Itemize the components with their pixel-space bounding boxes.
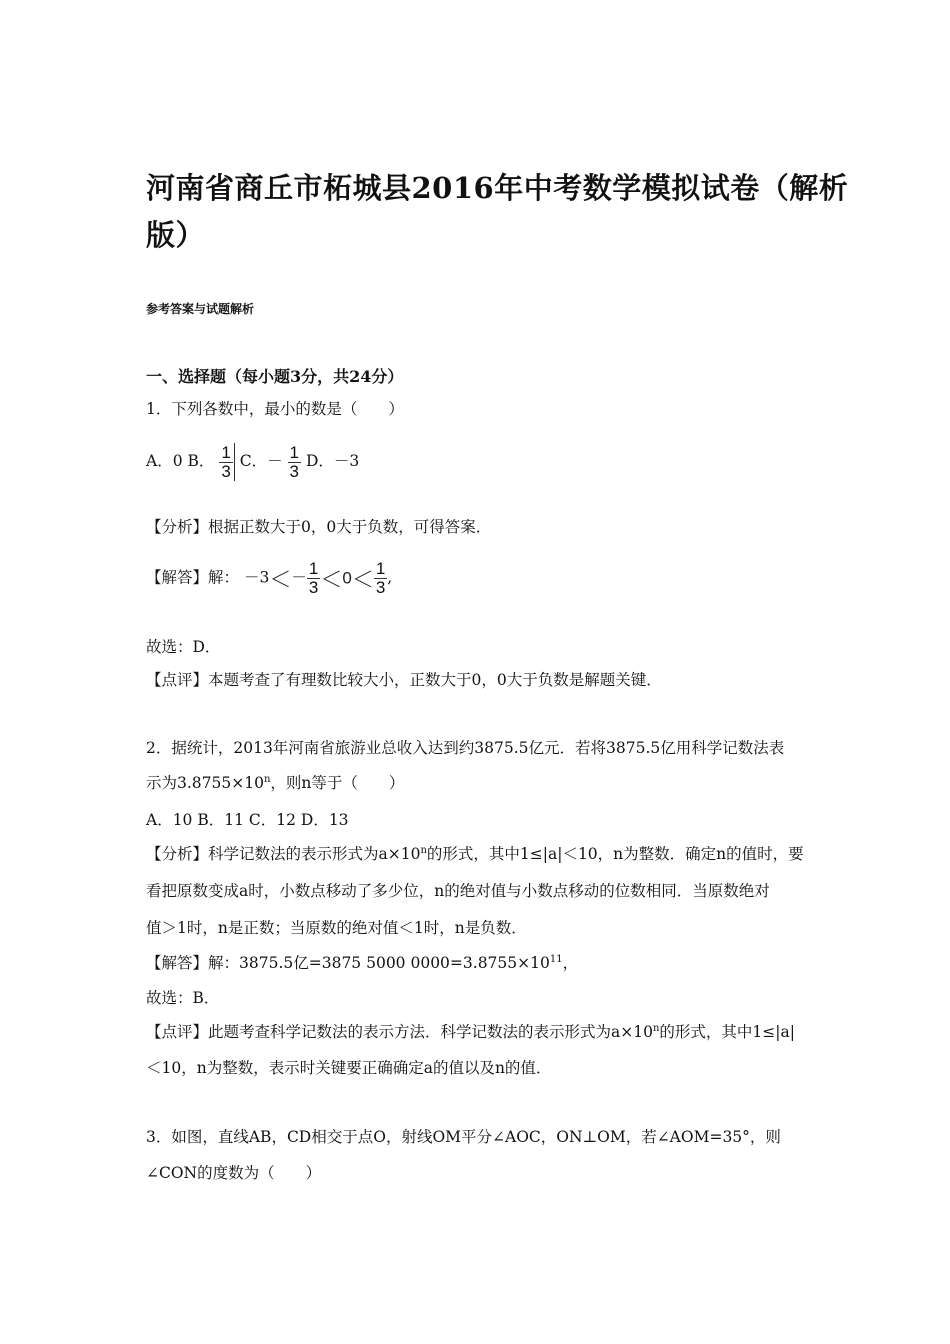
expr-minus: － xyxy=(291,568,307,587)
q2-answer-end: ， xyxy=(562,954,579,972)
q2-answer xyxy=(146,951,578,973)
q2-stem-text: 示为3.8755×10 xyxy=(146,774,264,792)
fraction-numerator: 1 xyxy=(221,442,231,462)
fraction-numerator: 1 xyxy=(375,559,386,578)
fraction-denominator: 3 xyxy=(221,461,231,481)
q1-comment: 【点评】本题考查了有理数比较大小，正数大于0，0大于负数是解题关键． xyxy=(146,671,662,689)
q2-choice: 故选：B． xyxy=(146,989,220,1007)
expr-zero: 0 xyxy=(342,568,352,588)
q2-analysis-text: 【分析】科学记数法的表示形式为a×10 xyxy=(146,845,421,863)
q2-options: A．10 B．11 C．12 D．13 xyxy=(146,811,349,829)
q2-comment-text-end: 的形式，其中1≤|a| xyxy=(659,1023,795,1041)
q1-option-b-fraction xyxy=(219,444,232,481)
fraction-numerator: 1 xyxy=(308,559,319,578)
fraction-denominator: 3 xyxy=(289,461,299,481)
q2-stem-line1: 2．据统计，2013年河南省旅游业总收入达到约3875.5亿元．若将3875.5亿用科学记数法表 xyxy=(146,739,785,757)
q2-comment-text: 【点评】此题考查科学记数法的表示方法．科学记数法的表示形式为a×10 xyxy=(146,1023,653,1041)
q2-comment-line2: ＜10，n为整数，表示时关键要正确确定a的值以及n的值． xyxy=(146,1059,552,1077)
superscript-exponent: 11 xyxy=(549,953,563,965)
fraction-numerator: 1 xyxy=(289,442,299,462)
superscript-n: n xyxy=(420,844,427,856)
q2-comment-line1 xyxy=(146,1020,795,1042)
q1-option-c: C．－ xyxy=(239,452,283,470)
q2-stem-text-end: ，则n等于（ ） xyxy=(270,774,405,792)
q3-stem-line2: ∠CON的度数为（ ） xyxy=(146,1164,322,1182)
document-title-line2: 版） xyxy=(146,218,206,252)
q1-answer xyxy=(146,560,392,597)
superscript-n: n xyxy=(263,773,271,785)
less-than-sign: ＜ xyxy=(269,567,292,592)
expr-fraction-one-third-neg xyxy=(307,560,320,597)
superscript-n: n xyxy=(652,1022,660,1034)
expr-minus-three: －3 xyxy=(243,568,270,587)
expr-comma: , xyxy=(387,568,393,587)
fraction-denominator: 3 xyxy=(308,578,319,597)
document-subtitle: 参考答案与试题解析 xyxy=(146,302,255,316)
q1-options xyxy=(146,443,359,481)
q1-option-c-fraction xyxy=(288,444,301,481)
expr-fraction-one-third xyxy=(374,560,387,597)
fraction-denominator: 3 xyxy=(375,578,386,597)
q2-answer-text: 【解答】解：3875.5亿=3875 5000 0000=3.8755×10 xyxy=(146,954,550,972)
q2-analysis-line3: 值＞1时，n是正数；当原数的绝对值＜1时，n是负数． xyxy=(146,919,527,937)
q2-stem-line2 xyxy=(146,771,404,793)
q1-choice: 故选：D． xyxy=(146,638,221,656)
less-than-sign: ＜ xyxy=(351,567,374,592)
q2-analysis-line2: 看把原数变成a时，小数点移动了多少位，n的绝对值与小数点移动的位数相同．当原数绝对 xyxy=(146,882,770,900)
q2-analysis-line1 xyxy=(146,842,804,864)
less-than-sign: ＜ xyxy=(320,567,343,592)
q1-analysis: 【分析】根据正数大于0，0大于负数，可得答案． xyxy=(146,518,492,536)
q1-option-a: A．0 B． xyxy=(146,452,215,470)
q3-stem-line1: 3．如图，直线AB，CD相交于点O，射线OM平分∠AOC，ON⊥OM，若∠AOM=35°，则 xyxy=(146,1128,781,1146)
q2-analysis-text-end: 的形式，其中1≤|a|＜10，n为整数．确定n的值时，要 xyxy=(426,845,804,863)
q1-option-d: D．－3 xyxy=(305,452,360,470)
section-heading: 一、选择题（每小题3分，共24分） xyxy=(146,367,404,386)
fraction-image-border xyxy=(234,443,235,481)
document-title-line1: 河南省商丘市柘城县2016年中考数学模拟试卷（解析 xyxy=(146,171,849,205)
answer-label: 【解答】解： xyxy=(146,568,240,587)
q1-stem: 1．下列各数中，最小的数是（ ） xyxy=(146,400,404,418)
